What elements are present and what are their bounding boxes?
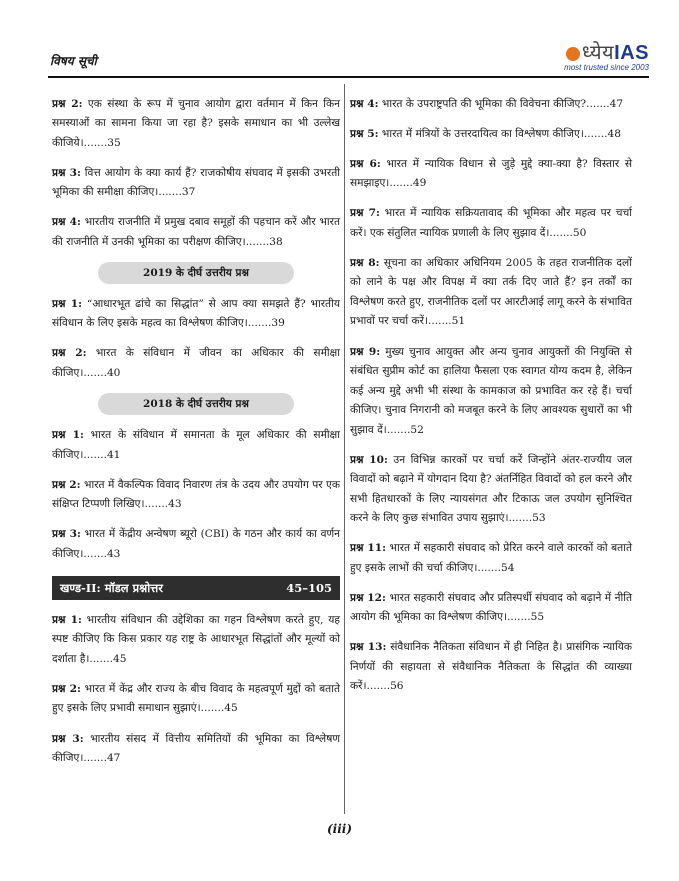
question-label: प्रश्न 8: — [350, 256, 380, 269]
page-ref: 37 — [181, 186, 196, 199]
question-label: प्रश्न 13: — [350, 641, 387, 654]
page-ref: 40 — [106, 366, 121, 379]
toc-entry[interactable] — [350, 254, 632, 332]
leader-dots: ....... — [245, 235, 270, 248]
toc-entry[interactable] — [350, 95, 632, 115]
left-column — [52, 84, 340, 773]
right-questions — [350, 95, 632, 697]
question-label: प्रश्न 1: — [52, 297, 83, 310]
question-text: भारत में न्यायिक सक्रियतावाद की भूमिका और महत्व पर चर्चा करें। एक संतुलित न्यायिक प्रणाली के लिए सुझाव दें। — [350, 207, 632, 239]
question-label: प्रश्न 5: — [350, 127, 379, 140]
question-text: “आधारभूत ढांचे का सिद्धांत” से आप क्या समझते हैं? भारतीय संविधान के लिए इसके महत्व का विश्लेषण कीजिए। — [52, 297, 340, 330]
leader-dots: ....... — [386, 423, 411, 436]
page-ref: 43 — [106, 547, 121, 560]
toc-entry[interactable] — [350, 343, 632, 441]
question-text: संवैधानिक नैतिकता संविधान में ही निहित है। प्रासंगिक न्यायिक निर्णयों की सहायता से संवैधानिक नैतिकता के सिद्धांत की व्याख्या करें। — [350, 641, 632, 693]
page-number: (iii) — [326, 822, 353, 836]
question-text: भारतीय संविधान की उद्देशिका का गहन विश्लेषण करते हुए, यह स्पष्ट कीजिए कि किस प्रकार यह राष्ट्र के आधारभूत सिद्धांतों और मूल्यों को दर्शाता है। — [52, 613, 340, 665]
toc-entry[interactable] — [52, 611, 340, 670]
question-label: प्रश्न 2: — [52, 682, 81, 695]
left-top-questions — [52, 95, 340, 253]
question-label: प्रश्न 4: — [52, 216, 81, 229]
page-title: विषय सूची — [50, 54, 97, 68]
toc-entry[interactable] — [52, 680, 340, 719]
page-ref: 53 — [532, 512, 546, 525]
question-text: भारत में न्यायिक विधान से जुड़े मुद्दे क्या-क्या है? विस्तार से समझाइए। — [350, 157, 632, 190]
question-label: प्रश्न 2: — [52, 478, 81, 491]
leader-dots: ....... — [144, 498, 169, 511]
question-label: प्रश्न 3: — [52, 528, 81, 541]
toc-entry[interactable] — [52, 295, 340, 334]
leader-dots: ....... — [508, 512, 533, 525]
question-label: प्रश्न 3: — [52, 732, 84, 745]
question-text: वित्त आयोग के क्या कार्य हैं? राजकोषीय संघवाद में इसकी उभरती भूमिका की समीक्षा कीजिए। — [52, 166, 340, 199]
toc-entry[interactable] — [350, 155, 632, 194]
question-label: प्रश्न 1: — [52, 429, 84, 442]
question-text: सूचना का अधिकार अधिनियम 2005 के तहत राजनीतिक दलों को लाने के पक्ष और विपक्ष में क्या तर्क दिए जाते हैं? इन तर्कों का विश्लेषण करते हुए, राजनीतिक दलों पर आरटीआई लागू करने के संभावित प्रभावों पर चर्चा करें। — [350, 256, 632, 328]
question-text: भारत के उपराष्ट्रपति की भूमिका की विवेचना कीजिए? — [381, 97, 587, 110]
page-ref: 38 — [269, 235, 283, 248]
leader-dots: ....... — [83, 752, 107, 765]
logo-brand: IAS — [614, 42, 649, 64]
toc-entry[interactable] — [52, 476, 340, 515]
page-ref: 47 — [106, 752, 121, 765]
questions-2019 — [52, 295, 340, 384]
page-ref: 50 — [572, 226, 587, 239]
page-ref: 47 — [609, 97, 624, 110]
toc-entry[interactable] — [52, 426, 340, 465]
question-label: प्रश्न 4: — [350, 97, 379, 110]
question-label: प्रश्न 6: — [350, 157, 381, 170]
page-ref: 45 — [112, 652, 127, 665]
leader-dots: ....... — [389, 177, 413, 190]
logo-prefix: ध्येय — [581, 42, 615, 64]
section-range: 45–105 — [286, 581, 332, 596]
page-ref: 41 — [106, 448, 121, 461]
leader-dots: ....... — [586, 97, 610, 110]
question-text: भारतीय राजनीति में प्रमुख दबाव समूहों की पहचान करें और भारत की राजनीति में उनकी भूमिका का परीक्षण कीजिए। — [52, 216, 341, 248]
section-header — [52, 576, 340, 600]
leader-dots: ....... — [247, 317, 272, 330]
column-divider — [344, 84, 345, 814]
question-text: भारत में मंत्रियों के उत्तरदायित्व का विश्लेषण कीजिए। — [381, 127, 584, 140]
leader-dots: ....... — [428, 315, 452, 328]
page-ref: 45 — [224, 702, 238, 715]
question-label: प्रश्न 1: — [52, 613, 82, 626]
question-text: भारतीय संसद में वित्तीय समितियों की भूमिका का विश्लेषण कीजिए। — [52, 732, 340, 765]
page-ref: 39 — [271, 317, 285, 330]
question-text: भारत में वैकल्पिक विवाद निवारण तंत्र के उदय और उपयोग पर एक संक्षिप्त टिप्पणी लिखिए। — [52, 478, 340, 511]
question-label: प्रश्न 10: — [350, 453, 388, 466]
question-label: प्रश्न 11: — [350, 542, 387, 555]
page-ref: 43 — [168, 498, 182, 511]
section-title: खण्ड-II: मॉडल प्रश्नोत्तर — [60, 581, 163, 596]
leader-dots: ....... — [507, 611, 531, 624]
leader-dots: ....... — [83, 136, 108, 149]
questions-2018 — [52, 426, 340, 564]
question-text: भारत के संविधान में जीवन का अधिकार की समीक्षा कीजिए। — [52, 347, 340, 379]
logo-mark-icon — [566, 47, 580, 61]
question-label: प्रश्न 2: — [52, 97, 83, 110]
leader-dots: ....... — [83, 448, 107, 461]
leader-dots: ....... — [477, 561, 501, 574]
question-text: भारत में सहकारी संघवाद को प्रेरित करने वाले कारकों को बताते हुए इसके लाभों की चर्चा कीजिए। — [350, 542, 633, 574]
heading-2019: 2019 के दीर्घ उत्तरीय प्रश्न — [98, 262, 294, 284]
toc-entry[interactable] — [350, 125, 632, 145]
model-questions — [52, 611, 340, 769]
question-text: भारत में केंद्रीय अन्वेषण ब्यूरो (CBI) के गठन और कार्य का वर्णन कीजिए। — [52, 528, 340, 560]
toc-entry[interactable] — [350, 204, 632, 243]
toc-entry[interactable] — [350, 539, 632, 578]
toc-entry[interactable] — [52, 164, 340, 203]
toc-entry[interactable] — [52, 730, 340, 769]
question-label: प्रश्न 9: — [350, 345, 381, 358]
toc-entry[interactable] — [52, 344, 340, 383]
question-label: प्रश्न 3: — [52, 166, 81, 179]
toc-entry[interactable] — [52, 213, 340, 252]
toc-entry[interactable] — [350, 451, 632, 529]
page-ref: 48 — [607, 127, 621, 140]
leader-dots: ....... — [89, 652, 113, 665]
page-ref: 56 — [390, 680, 404, 693]
question-text: एक संस्था के रूप में चुनाव आयोग द्वारा वर्तमान में किन किन समस्याओं का सामना किया जा रहा है? इसके समाधान का भी उल्लेख कीजिये। — [52, 97, 340, 149]
toc-entry[interactable] — [350, 638, 632, 697]
question-text: भारत के संविधान में समानता के मूल अधिकार की समीक्षा कीजिए। — [52, 429, 340, 461]
question-text: मुख्य चुनाव आयुक्त और अन्य चुनाव आयुक्तों की नियुक्ति से संबंधित सुप्रीम कोर्ट का हालिया फैसला एक स्वागत योग्य कदम है, लेकिन कई अन्य मुद्दे अभी भी संस्था के कामकाज को प्रभावित कर रहे हैं। चर्चा कीजिए। चुनाव निगरानी को मजबूत करने के लिए आवश्यक सुधारों का भी सुझाव दें। — [350, 345, 632, 436]
page-ref: 54 — [500, 561, 515, 574]
toc-entry[interactable] — [52, 95, 340, 154]
leader-dots: ....... — [549, 226, 573, 239]
logo-tagline: most trusted since 2003 — [564, 63, 649, 72]
question-text: भारत में केंद्र और राज्य के बीच विवाद के महत्वपूर्ण मुद्दों को बताते हुए इसके लिए प्रभावी समाधान सुझाएं। — [52, 682, 340, 715]
page-ref: 35 — [107, 136, 121, 149]
question-label: प्रश्न 12: — [350, 591, 386, 604]
leader-dots: ....... — [83, 547, 107, 560]
question-label: प्रश्न 2: — [52, 347, 87, 360]
page-ref: 51 — [451, 315, 466, 328]
leader-dots: ....... — [583, 127, 608, 140]
question-text: भारत सहकारी संघवाद और प्रतिस्पर्धी संघवाद को बढ़ाने में नीति आयोग की भूमिका का विश्लेषण कीजिए। — [350, 591, 633, 624]
brand-logo — [564, 38, 649, 72]
heading-2018: 2018 के दीर्घ उत्तरीय प्रश्न — [98, 393, 294, 415]
page-ref: 55 — [530, 611, 545, 624]
right-column — [350, 84, 632, 701]
leader-dots: ....... — [366, 680, 391, 693]
leader-dots: ....... — [83, 366, 107, 379]
page-ref: 49 — [412, 177, 427, 190]
page-ref: 52 — [410, 423, 424, 436]
question-label: प्रश्न 7: — [350, 207, 380, 220]
header-rule — [48, 76, 649, 78]
toc-entry[interactable] — [52, 525, 340, 564]
toc-entry[interactable] — [350, 589, 632, 628]
question-text: उन विभिन्न कारकों पर चर्चा करें जिन्होंने अंतर-राज्यीय जल विवादों को बढ़ाने में योगदान दिया है? अंतर्निहित विवादों को हल करने और सभी हितधारकों के लिए न्यायसंगत और टिकाऊ जल उपयोग सुनिश्चित करने के लिए कुछ संभावित उपाय सुझाएं। — [350, 453, 633, 525]
leader-dots: ....... — [200, 702, 225, 715]
leader-dots: ....... — [158, 186, 182, 199]
